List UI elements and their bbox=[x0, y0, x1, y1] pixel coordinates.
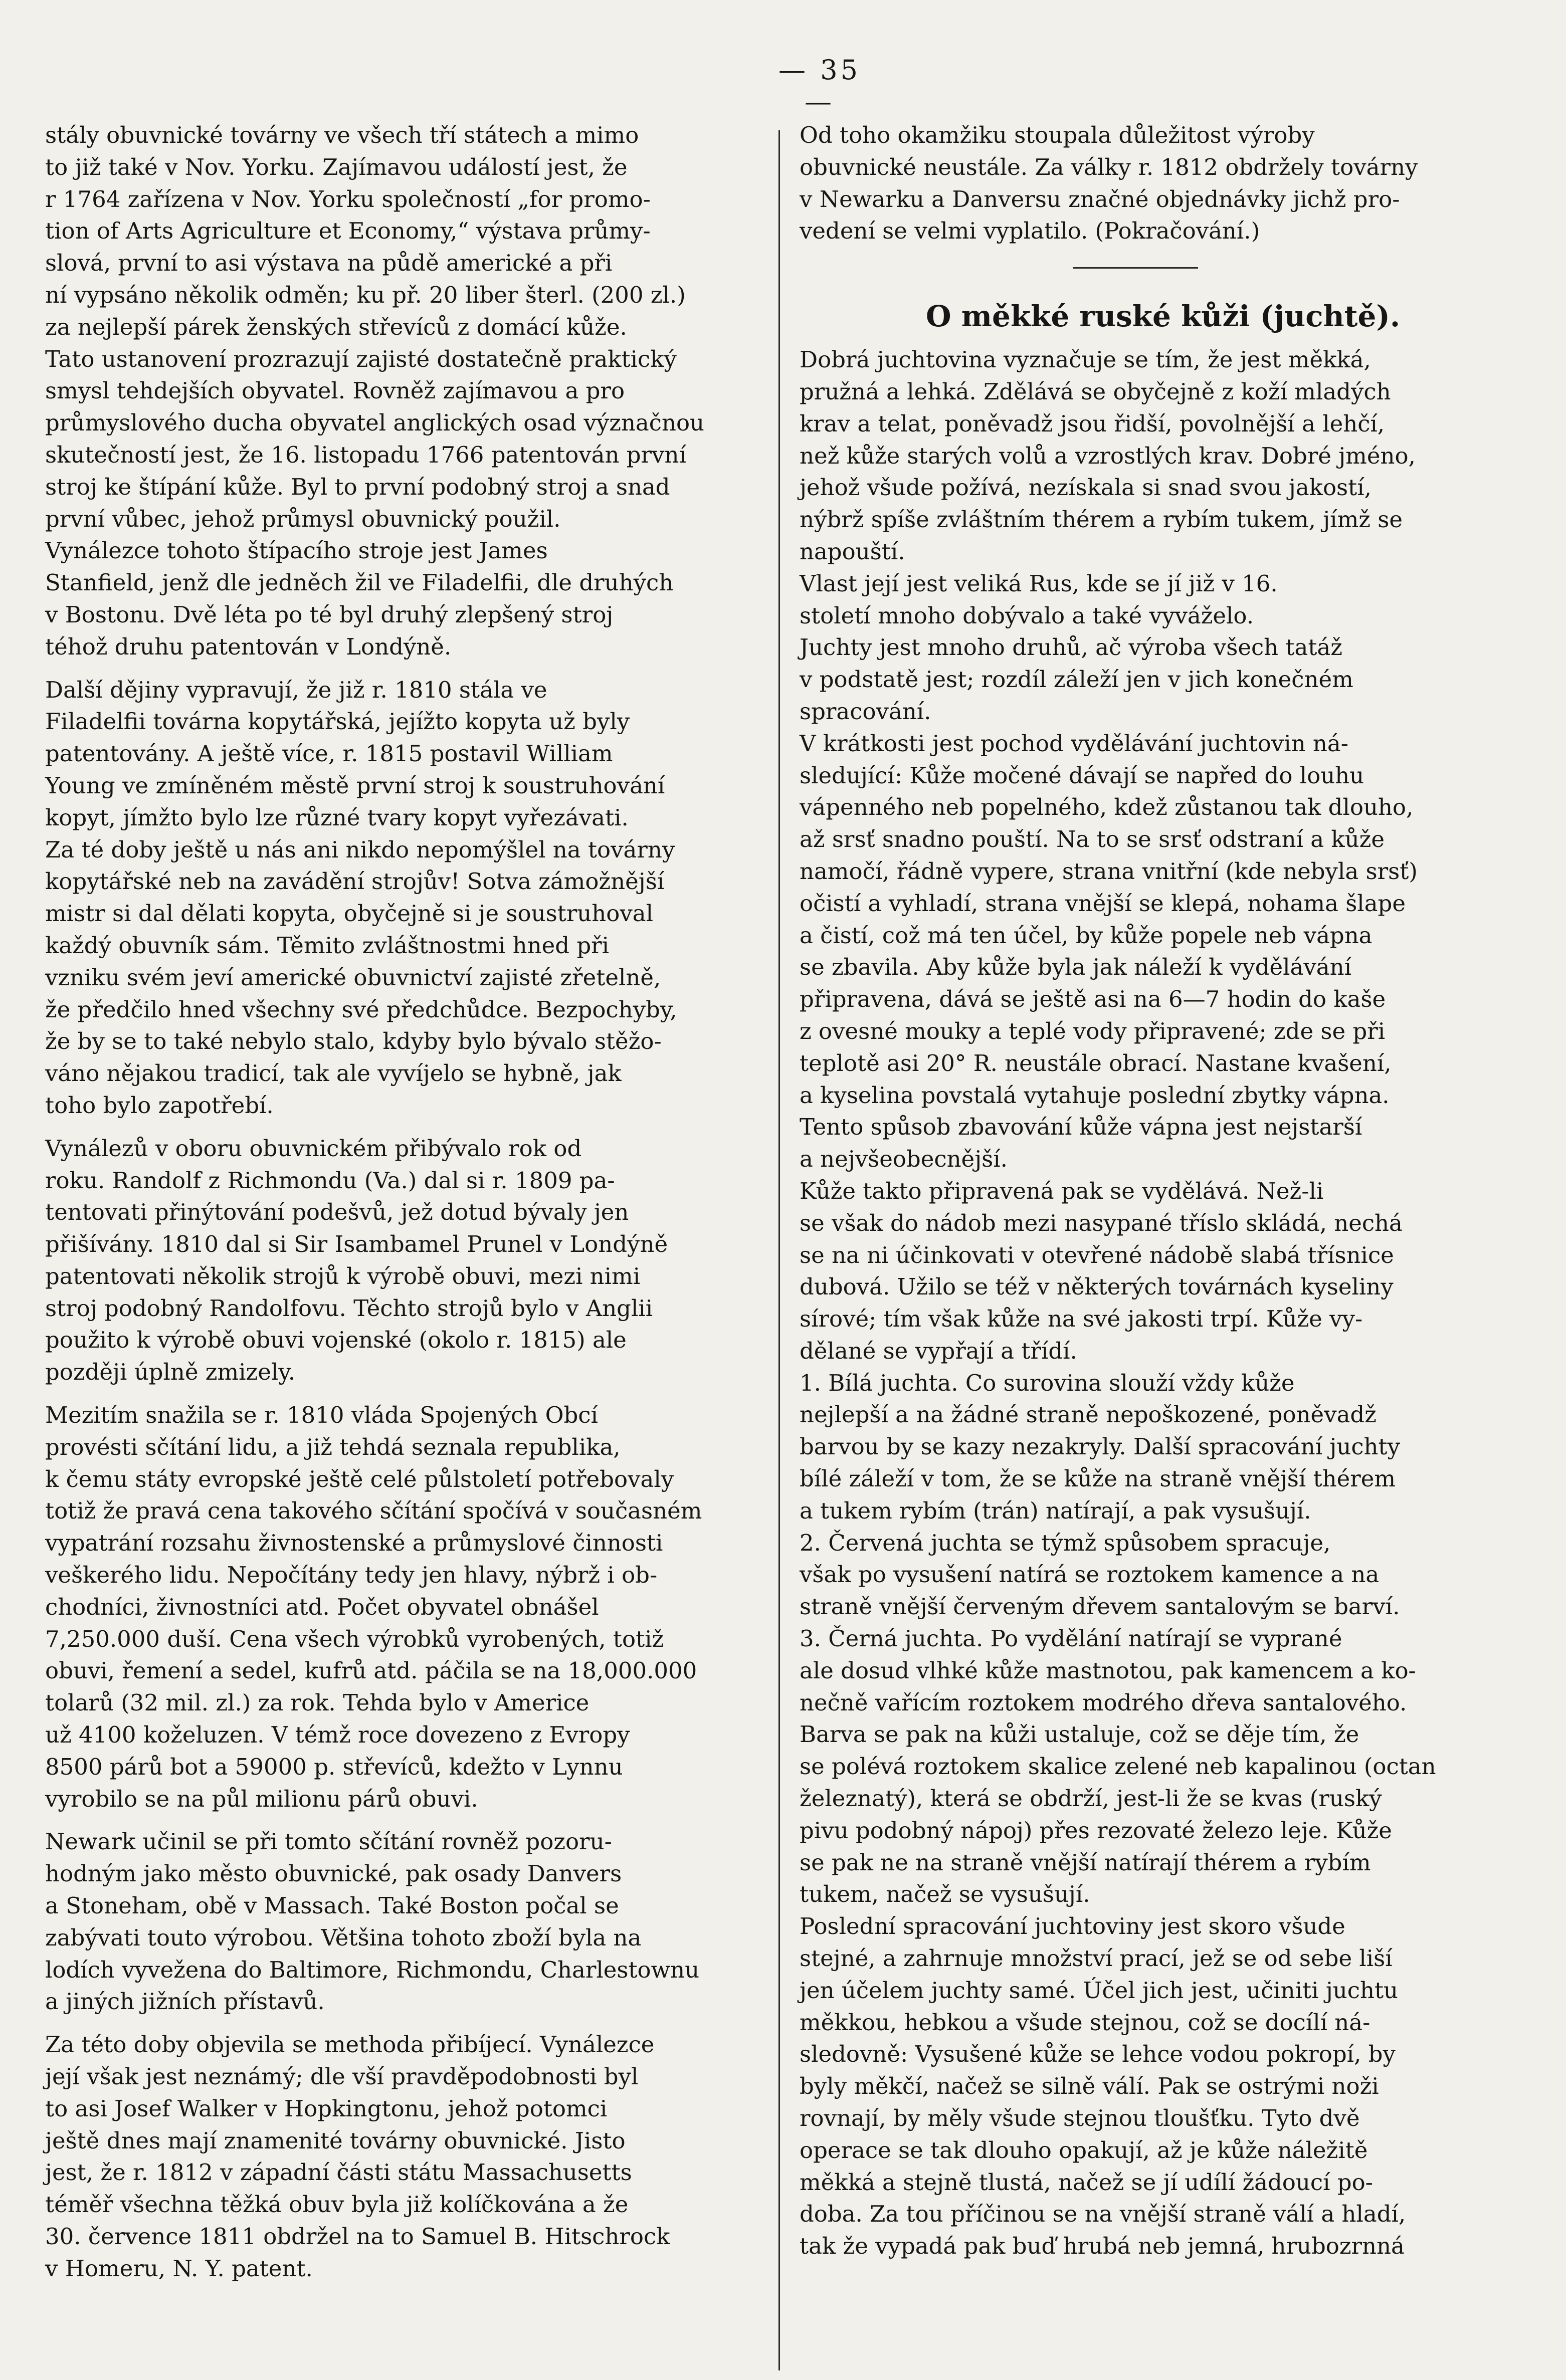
text-line: mistr si dal dělati kopyta, obyčejně si je soustruhoval bbox=[45, 900, 653, 927]
text-line: v Homeru, N. Y. patent. bbox=[45, 2255, 313, 2282]
text-line: každý obuvník sám. Těmito zvláštnostmi hned při bbox=[45, 932, 610, 959]
text-line: skutečností jest, že 16. listopadu 1766 patentován první bbox=[45, 441, 686, 468]
text-line: průmyslového ducha obyvatel anglických osad význačnou bbox=[45, 409, 705, 437]
text-line: první vůbec, jehož průmysl obuvnický použil. bbox=[45, 505, 561, 532]
text-line: Tato ustanovení prozrazují zajisté dostatečně praktický bbox=[45, 345, 677, 372]
text-line: hodným jako město obuvnické, pak osady Danvers bbox=[45, 1860, 622, 1887]
text-line: už 4100 koželuzen. V témž roce dovezeno z Evropy bbox=[45, 1721, 630, 1749]
text-line: stroj ke štípání kůže. Byl to první podobný stroj a snad bbox=[45, 473, 670, 500]
text-line: století mnoho dobývalo a také vyváželo. bbox=[800, 602, 1254, 629]
text-line: téhož druhu patentován v Londýně. bbox=[45, 633, 452, 660]
text-line: kopytářské neb na zavádění strojův! Sotva zámožnější bbox=[45, 868, 665, 895]
text-line: Od toho okamžiku stoupala důležitost výroby bbox=[800, 122, 1315, 148]
text-line: napouští. bbox=[800, 538, 905, 565]
text-line: barvou by se kazy nezakryly. Další spracování juchty bbox=[800, 1433, 1401, 1460]
text-line: namočí, řádně vypere, strana vnitřní (kde nebyla srsť) bbox=[800, 857, 1418, 885]
text-line: přišívány. 1810 dal si Sir Isambamel Prunel v Londýně bbox=[45, 1231, 668, 1258]
text-line: tolarů (32 mil. zl.) za rok. Tehda bylo v Americe bbox=[45, 1689, 590, 1716]
text-line: stejné, a zahrnuje množství prací, jež se od sebe liší bbox=[800, 1945, 1393, 1972]
text-line: v podstatě jest; rozdíl záleží jen v jich konečném bbox=[800, 666, 1353, 693]
text-line: Další dějiny vypravují, že již r. 1810 stála ve bbox=[45, 676, 547, 703]
text-line: stroj podobný Randolfovu. Těchto strojů bylo v Anglii bbox=[45, 1294, 653, 1322]
text-line: téměř všechna těžká obuv byla již kolíčkována a že bbox=[45, 2191, 629, 2218]
text-line: Poslední spracování juchtoviny jest skoro všude bbox=[800, 1913, 1345, 1940]
text-line: Mezitím snažila se r. 1810 vláda Spojených Obcí bbox=[45, 1402, 598, 1429]
text-line: dělané se vypřají a třídí. bbox=[800, 1337, 1077, 1364]
text-line: stály obuvnické továrny ve všech tří státech a mimo bbox=[45, 122, 639, 148]
text-line: vzniku svém jeví americké obuvnictví zajisté zřetelně, bbox=[45, 964, 661, 991]
text-line: ale dosud vlhké kůže mastnotou, pak kamencem a ko- bbox=[800, 1657, 1416, 1684]
text-line: nečně vařícím roztokem modrého dřeva santalového. bbox=[800, 1689, 1407, 1716]
text-line: to asi Josef Walker v Hopkingtonu, jehož potomci bbox=[45, 2095, 608, 2122]
text-line: v Bostonu. Dvě léta po té byl druhý zlepšený stroj bbox=[45, 601, 614, 628]
text-line: tentovati přinýtování podešvů, jež dotud bývaly jen bbox=[45, 1199, 629, 1226]
text-line: veškerého lidu. Nepočítány tedy jen hlavy, nýbrž i ob- bbox=[45, 1562, 658, 1589]
text-line: očistí a vyhladí, strana vnější se klepá, nohama šlape bbox=[800, 890, 1406, 917]
text-line: tion of Arts Agriculture et Economy,“ výstava průmy- bbox=[45, 218, 651, 245]
text-line: za nejlepší párek ženských střevíců z domácí kůže. bbox=[45, 313, 627, 340]
article-heading: O měkké ruské kůži (juchtě). bbox=[925, 299, 1401, 334]
text-line: a tukem rybím (trán) natírají, a pak vysušují. bbox=[800, 1497, 1311, 1524]
text-line: jest, že r. 1812 v západní části státu Massachusetts bbox=[45, 2159, 632, 2186]
text-line: dubová. Užilo se též v některých továrnách kyseliny bbox=[800, 1273, 1394, 1301]
text-line: Dobrá juchtovina vyznačuje se tím, že jest měkká, bbox=[800, 346, 1371, 373]
right-intro-text bbox=[800, 119, 1526, 247]
text-line: Newark učinil se při tomto sčítání rovněž pozoru- bbox=[45, 1828, 612, 1855]
text-line: Young ve zmíněném městě první stroj k soustruhování bbox=[45, 772, 665, 799]
text-line: Vlast její jest veliká Rus, kde se jí již v 16. bbox=[800, 570, 1278, 597]
text-line: Vynálezů v oboru obuvnickém přibývalo rok od bbox=[45, 1135, 582, 1162]
text-line: její však jest neznámý; dle vší pravděpodobnosti byl bbox=[45, 2063, 639, 2090]
text-line: 3. Černá juchta. Po vydělání natírají se vyprané bbox=[800, 1625, 1342, 1652]
text-line: 2. Červená juchta se týmž spůsobem spracuje, bbox=[800, 1529, 1331, 1556]
text-line: 8500 párů bot a 59000 p. střevíců, kdežto v Lynnu bbox=[45, 1753, 623, 1780]
text-line: rovnají, by měly všude stejnou tloušťku. Tyto dvě bbox=[800, 2105, 1360, 2132]
text-line: totiž že pravá cena takového sčítání spočívá v současném bbox=[45, 1497, 702, 1525]
paragraph-gap bbox=[45, 2018, 767, 2029]
text-line: slová, první to asi výstava na půdě americké a při bbox=[45, 250, 613, 277]
text-line: 30. července 1811 obdržel na to Samuel B. Hitschrock bbox=[45, 2223, 670, 2250]
text-line: provésti sčítání lidu, a již tehdá seznala republika, bbox=[45, 1433, 621, 1460]
text-line: se však do nádob mezi nasypané tříslo skládá, nechá bbox=[800, 1209, 1403, 1236]
text-line: zabývati touto výrobou. Většina tohoto zboží byla na bbox=[45, 1924, 642, 1951]
text-line: a nejvšeobecnější. bbox=[800, 1146, 1008, 1173]
text-line: pivu podobný nápoj) přes rezovaté železo leje. Kůže bbox=[800, 1817, 1392, 1844]
text-line: Tento spůsob zbavování kůže vápna jest nejstarší bbox=[800, 1114, 1362, 1141]
text-line: k čemu státy evropské ještě celé půlstoletí potřebovaly bbox=[45, 1465, 674, 1492]
text-line: 1. Bílá juchta. Co surovina slouží vždy kůže bbox=[800, 1369, 1295, 1396]
text-line: 7,250.000 duší. Cena všech výrobků vyrobených, totiž bbox=[45, 1625, 664, 1652]
paragraph-gap bbox=[45, 663, 767, 674]
text-line: a Stoneham, obě v Massach. Také Boston počal se bbox=[45, 1892, 619, 1919]
text-line: krav a telat, poněvadž jsou řidší, povolnější a lehčí, bbox=[800, 410, 1385, 437]
text-line: Kůže takto připravená pak se vydělává. Než-li bbox=[800, 1177, 1324, 1204]
text-line: však po vysušení natírá se roztokem kamence a na bbox=[800, 1561, 1380, 1588]
text-line: a čistí, což má ten účel, by kůže popele neb vápna bbox=[800, 922, 1373, 949]
text-line: váno nějakou tradicí, tak ale vyvíjelo se hybně, jak bbox=[45, 1060, 622, 1087]
text-line: se polévá roztokem skalice zelené neb kapalinou (octan bbox=[800, 1753, 1436, 1780]
text-line: roku. Randolf z Richmondu (Va.) dal si r. 1809 pa- bbox=[45, 1167, 615, 1194]
text-line: bílé záleží v tom, že se kůže na straně vnější thérem bbox=[800, 1465, 1396, 1492]
text-line: Za této doby objevila se methoda přibíjecí. Vynálezce bbox=[45, 2031, 655, 2058]
column-divider bbox=[778, 130, 780, 2370]
text-line: vypatrání rozsahu živnostenské a průmyslové činnosti bbox=[45, 1530, 663, 1557]
text-line: byly měkčí, načež se silně válí. Pak se ostrými noži bbox=[800, 2073, 1379, 2100]
text-line: Stanfield, jenž dle jedněch žil ve Filadelfii, dle druhých bbox=[45, 569, 674, 596]
text-line: z ovesné mouky a teplé vody připravené; zde se při bbox=[800, 1017, 1386, 1044]
text-line: teplotě asi 20° R. neustále obrací. Nastane kvašení, bbox=[800, 1049, 1392, 1076]
text-line: vápenného neb popelného, kdež zůstanou tak dlouho, bbox=[800, 794, 1414, 821]
text-line: ní vypsáno několik odměn; ku př. 20 liber šterl. (200 zl.) bbox=[45, 281, 686, 308]
page-number: — 35 — bbox=[778, 54, 861, 117]
left-column bbox=[45, 119, 767, 2285]
right-article-text bbox=[800, 344, 1526, 2262]
text-line: jehož všude požívá, nezískala si snad svou jakostí, bbox=[800, 474, 1372, 501]
section-separator bbox=[1073, 267, 1198, 269]
text-line: vedení se velmi vyplatilo. (Pokračování.) bbox=[800, 218, 1260, 245]
text-line: ještě dnes mají znamenité továrny obuvnické. Jisto bbox=[45, 2127, 626, 2154]
text-line: Juchty jest mnoho druhů, ač výroba všech tatáž bbox=[800, 634, 1342, 661]
text-line: a jiných jižních přístavů. bbox=[45, 1988, 325, 2015]
text-line: že by se to také nebylo stalo, kdyby bylo bývalo stěžo- bbox=[45, 1028, 662, 1055]
text-line: připravena, dává se ještě asi na 6—7 hodin do kaše bbox=[800, 986, 1386, 1013]
text-line: patentovati několik strojů k výrobě obuvi, mezi nimi bbox=[45, 1262, 641, 1289]
text-line: Za té doby ještě u nás ani nikdo nepomýšlel na továrny bbox=[45, 836, 675, 863]
text-line: toho bylo zapotřebí. bbox=[45, 1092, 274, 1119]
text-line: kopyt, jímžto bylo lze různé tvary kopyt vyřezávati. bbox=[45, 804, 629, 831]
text-line: obuvnické neustále. Za války r. 1812 obdržely továrny bbox=[800, 153, 1418, 180]
text-line: až srsť snadno pouští. Na to se srsť odstraní a kůže bbox=[800, 826, 1385, 853]
text-line: Barva se pak na kůži ustaluje, což se děje tím, že bbox=[800, 1721, 1359, 1748]
text-line: lodích vyvežena do Baltimore, Richmondu, Charlestownu bbox=[45, 1956, 700, 1983]
text-line: tukem, načež se vysušují. bbox=[800, 1881, 1090, 1908]
text-line: nýbrž spíše zvláštním thérem a rybím tukem, jímž se bbox=[800, 506, 1403, 533]
text-line: sledovně: Vysušené kůže se lehce vodou pokropí, by bbox=[800, 2041, 1396, 2068]
text-line: to již také v Nov. Yorku. Zajímavou událostí jest, že bbox=[45, 153, 628, 180]
text-line: se pak ne na straně vnější natírají thérem a rybím bbox=[800, 1849, 1371, 1876]
text-line: později úplně zmizely. bbox=[45, 1359, 296, 1386]
right-column bbox=[800, 119, 1526, 2262]
text-line: V krátkosti jest pochod vydělávání juchtovin ná- bbox=[800, 730, 1348, 757]
text-line: se zbavila. Aby kůže byla jak náleží k vydělávání bbox=[800, 954, 1351, 981]
text-line: sledující: Kůže močené dávají se napřed do louhu bbox=[800, 762, 1364, 789]
text-line: spracování. bbox=[800, 698, 931, 725]
paragraph-gap bbox=[45, 1388, 767, 1399]
text-line: jen účelem juchty samé. Účel jich jest, učiniti juchtu bbox=[800, 1977, 1399, 2004]
paragraph-gap bbox=[45, 1122, 767, 1133]
text-line: použito k výrobě obuvi vojenské (okolo r. 1815) ale bbox=[45, 1327, 627, 1354]
text-line: smysl tehdejších obyvatel. Rovněž zajímavou a pro bbox=[45, 377, 625, 404]
text-line: že předčilo hned všechny své předchůdce. Bezpochyby, bbox=[45, 996, 677, 1023]
text-line: tak že vypadá pak buď hrubá neb jemná, hrubozrnná bbox=[800, 2233, 1405, 2260]
text-line: chodníci, živnostníci atd. Počet obyvatel obnášel bbox=[45, 1593, 599, 1620]
text-line: doba. Za tou příčinou se na vnější straně válí a hladí, bbox=[800, 2201, 1406, 2228]
text-line: měkká a stejně tlustá, načež se jí udílí žádoucí po- bbox=[800, 2169, 1373, 2196]
text-line: nejlepší a na žádné straně nepoškozené, poněvadž bbox=[800, 1401, 1377, 1428]
text-line: patentovány. A ještě více, r. 1815 postavil William bbox=[45, 740, 613, 767]
text-line: r 1764 zařízena v Nov. Yorku společností „for promo- bbox=[45, 185, 651, 212]
text-line: než kůže starých volů a vzrostlých krav. Dobré jméno, bbox=[800, 442, 1416, 469]
text-line: a kyselina povstalá vytahuje poslední zbytky vápna. bbox=[800, 1081, 1390, 1109]
text-line: obuvi, řemení a sedel, kufrů atd. páčila se na 18,000.000 bbox=[45, 1657, 697, 1684]
text-line: straně vnější červeným dřevem santalovým se barví. bbox=[800, 1593, 1400, 1620]
text-line: se na ni účinkovati v otevřené nádobě slabá třísnice bbox=[800, 1241, 1394, 1268]
text-line: vyrobilo se na půl milionu párů obuvi. bbox=[45, 1785, 478, 1812]
text-line: měkkou, hebkou a všude stejnou, což se docílí ná- bbox=[800, 2009, 1371, 2036]
paragraph-gap bbox=[45, 1815, 767, 1826]
text-line: v Newarku a Danversu značné objednávky jichž pro- bbox=[800, 185, 1400, 212]
text-line: pružná a lehká. Zdělává se obyčejně z koží mladých bbox=[800, 378, 1391, 405]
text-line: operace se tak dlouho opakují, až je kůže náležitě bbox=[800, 2136, 1368, 2163]
text-line: Filadelfii továrna kopytářská, jejížto kopyta už byly bbox=[45, 708, 630, 735]
text-line: sírové; tím však kůže na své jakosti trpí. Kůže vy- bbox=[800, 1306, 1363, 1333]
text-line: Vynálezce tohoto štípacího stroje jest James bbox=[45, 537, 548, 564]
text-line: železnatý), která se obdrží, jest-li že se kvas (ruský bbox=[800, 1785, 1382, 1812]
